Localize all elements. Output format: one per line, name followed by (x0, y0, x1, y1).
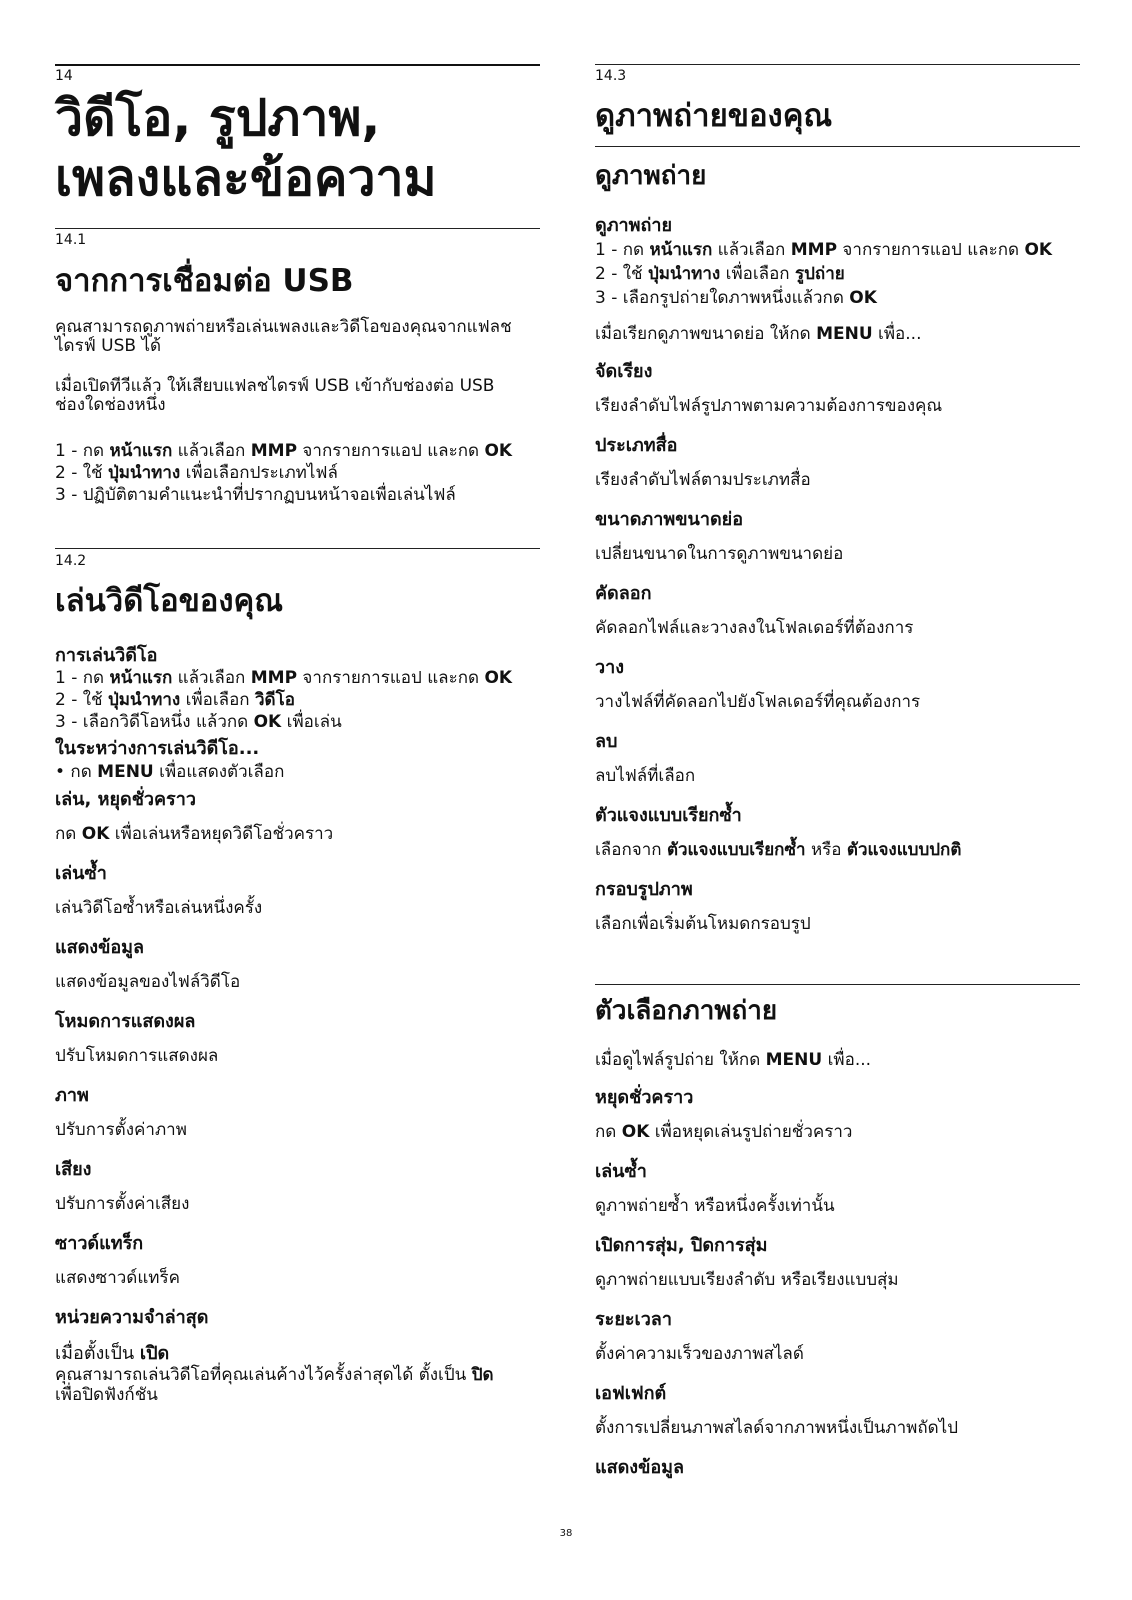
subsection-rule (595, 146, 1080, 147)
item-text: แสดงข้อมูลของไฟล์วิดีโอ (55, 972, 241, 992)
item-text: เพื่อปิดฟังก์ชัน (55, 1385, 158, 1405)
paragraph: เมื่อเรียกดูภาพขนาดย่อ ให้กด MENU เพื่อ... (595, 324, 922, 344)
page-number: 38 (559, 1528, 573, 1539)
item-text: เปลี่ยนขนาดในการดูภาพขนาดย่อ (595, 544, 844, 564)
section-rule (55, 228, 540, 229)
section-rule (595, 64, 1080, 65)
item-label: เล่นซ้ำ (595, 1161, 647, 1182)
item-text: กด OK เพื่อเล่นหรือหยุดวิดีโอชั่วคราว (55, 824, 334, 844)
heading: ในระหว่างการเล่นวิดีโอ... (55, 738, 260, 759)
item-text: กด OK เพื่อหยุดเล่นรูปถ่ายชั่วคราว (595, 1122, 853, 1142)
chapter-title-line1: วิดีโอ, รูปภาพ, (55, 89, 381, 147)
item-text: คุณสามารถเล่นวิดีโอที่คุณเล่นค้างไว้ครั้งล่าสุดได้ ตั้งเป็น ปิด (55, 1365, 494, 1385)
step-line: 1 - กด หน้าแรก แล้วเลือก MMP จากรายการแอป และกด OK (55, 441, 513, 461)
item-text: แสดงซาวด์แทร็ค (55, 1268, 181, 1288)
step-line: 1 - กด หน้าแรก แล้วเลือก MMP จากรายการแอป และกด OK (595, 240, 1053, 260)
step-line: 3 - เลือกรูปถ่ายใดภาพหนึ่งแล้วกด OK (595, 288, 877, 308)
section-number: 14.2 (55, 553, 87, 569)
item-text: เลือกจาก ตัวแจงแบบเรียกซ้ำ หรือ ตัวแจงแบบปกติ (595, 840, 962, 860)
item-label: เล่น, หยุดชั่วคราว (55, 789, 196, 810)
item-label: เอฟเฟกต์ (595, 1383, 667, 1404)
item-text: เรียงลำดับไฟล์ตามประเภทสื่อ (595, 470, 811, 490)
subsection-title: ดูภาพถ่าย (595, 161, 707, 191)
item-text: ดูภาพถ่ายซ้ำ หรือหนึ่งครั้งเท่านั้น (595, 1196, 835, 1216)
chapter-number: 14 (55, 68, 73, 84)
subsection-rule (595, 984, 1080, 985)
item-text: ลบไฟล์ที่เลือก (595, 766, 696, 786)
item-label: แสดงข้อมูล (55, 937, 145, 958)
item-text: ตั้งการเปลี่ยนภาพสไลด์จากภาพหนึ่งเป็นภาพถัดไป (595, 1418, 958, 1438)
item-text: วางไฟล์ที่คัดลอกไปยังโฟลเดอร์ที่คุณต้องการ (595, 692, 921, 712)
section-rule (55, 548, 540, 549)
step-line: 2 - ใช้ ปุ่มนำทาง เพื่อเลือก รูปถ่าย (595, 264, 845, 284)
item-text: ปรับการตั้งค่าเสียง (55, 1194, 190, 1214)
section-title: ดูภาพถ่ายของคุณ (595, 98, 833, 134)
section-number: 14.3 (595, 68, 627, 84)
item-label: จัดเรียง (595, 361, 653, 382)
paragraph: คุณสามารถดูภาพถ่ายหรือเล่นเพลงและวิดีโอของคุณจากแฟลชไดรฟ์ USB ได้ (55, 317, 512, 356)
section-title: จากการเชื่อมต่อ USB (55, 263, 354, 299)
item-label: โหมดการแสดงผล (55, 1011, 196, 1032)
paragraph: เมื่อเปิดทีวีแล้ว ให้เสียบแฟลชไดรฟ์ USB เข้ากับช่องต่อ USB ช่องใดช่องหนึ่ง (55, 376, 495, 415)
item-label: วาง (595, 657, 625, 678)
subsection-title: ตัวเลือกภาพถ่าย (595, 996, 778, 1026)
chapter-rule (55, 64, 540, 66)
item-label: เปิดการสุ่ม, ปิดการสุ่ม (595, 1235, 768, 1256)
chapter-title-line2: เพลงและข้อความ (55, 149, 437, 207)
section-number: 14.1 (55, 232, 87, 248)
item-label: เสียง (55, 1159, 92, 1180)
item-text: เล่นวิดีโอซ้ำหรือเล่นหนึ่งครั้ง (55, 898, 263, 918)
item-text: เรียงลำดับไฟล์รูปภาพตามความต้องการของคุณ (595, 396, 943, 416)
item-label: ประเภทสื่อ (595, 435, 678, 456)
bullet-line: • กด MENU เพื่อแสดงตัวเลือก (55, 762, 285, 782)
step-line: 1 - กด หน้าแรก แล้วเลือก MMP จากรายการแอป และกด OK (55, 668, 513, 688)
item-text: เลือกเพื่อเริ่มต้นโหมดกรอบรูป (595, 914, 811, 934)
step-line: 3 - เลือกวิดีโอหนึ่ง แล้วกด OK เพื่อเล่น (55, 712, 342, 732)
item-label: ซาวด์แทร็ก (55, 1233, 144, 1254)
step-line: 3 - ปฏิบัติตามคำแนะนำที่ปรากฏบนหน้าจอเพื่อเล่นไฟล์ (55, 485, 456, 505)
item-label: หยุดชั่วคราว (595, 1087, 694, 1108)
item-label: เล่นซ้ำ (55, 863, 107, 884)
item-label: ระยะเวลา (595, 1309, 672, 1330)
item-text: ปรับการตั้งค่าภาพ (55, 1120, 187, 1140)
item-label: กรอบรูปภาพ (595, 879, 693, 900)
item-text: ปรับโหมดการแสดงผล (55, 1046, 219, 1066)
item-label: แสดงข้อมูล (595, 1457, 685, 1478)
item-text: ตั้งค่าความเร็วของภาพสไลด์ (595, 1344, 804, 1364)
section-title: เล่นวิดีโอของคุณ (55, 583, 284, 619)
paragraph: เมื่อดูไฟล์รูปถ่าย ให้กด MENU เพื่อ... (595, 1050, 872, 1070)
item-text: เมื่อตั้งเป็น เปิด (55, 1343, 170, 1364)
item-label: ตัวแจงแบบเรียกซ้ำ (595, 805, 742, 826)
step-line: 2 - ใช้ ปุ่มนำทาง เพื่อเลือกประเภทไฟล์ (55, 463, 338, 483)
item-label: คัดลอก (595, 583, 652, 604)
heading: การเล่นวิดีโอ (55, 645, 158, 666)
item-text: ดูภาพถ่ายแบบเรียงลำดับ หรือเรียงแบบสุ่ม (595, 1270, 899, 1290)
item-label: ขนาดภาพขนาดย่อ (595, 509, 744, 530)
item-text: คัดลอกไฟล์และวางลงในโฟลเดอร์ที่ต้องการ (595, 618, 914, 638)
item-label: ลบ (595, 731, 618, 752)
heading: ดูภาพถ่าย (595, 215, 673, 236)
item-label: หน่วยความจำล่าสุด (55, 1307, 209, 1328)
item-label: ภาพ (55, 1085, 89, 1106)
step-line: 2 - ใช้ ปุ่มนำทาง เพื่อเลือก วิดีโอ (55, 690, 295, 710)
